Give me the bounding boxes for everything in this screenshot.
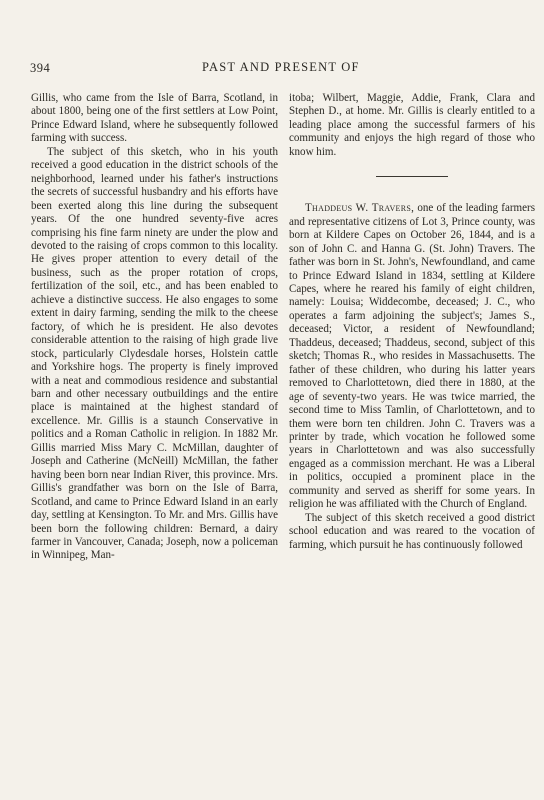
right-paragraph-2 — [289, 202, 535, 511]
page-number: 394 — [30, 61, 51, 75]
running-title: PAST AND PRESENT OF — [202, 60, 360, 74]
section-divider — [376, 176, 448, 177]
right-paragraph-3: The subject of this sketch received a good district school education and was reared to the vocation of farming, which pursuit he has continuously followed — [289, 511, 535, 551]
left-paragraph-1: Gillis, who came from the Isle of Barra, Scotland, in about 1800, being one of the first settlers at Low Point, Prince Edward Island, where he subsequently followed farming with success. — [31, 92, 278, 145]
subject-name: Thaddeus W. Travers, — [305, 202, 415, 215]
right-column — [289, 92, 535, 552]
left-paragraph-2: The subject of this sketch, who in his youth received a good education in the district schools of the neighborhood, learned under his father's instructions the secrets of successful husbandry and his efforts have been exerted along this line during the subsequent years. Of the one hundred seventy-five acres comprising his fine farm ninety are under the plow and devoted to the raising of crops common to this locality. He gives proper attention to every detail of the business, such as the proper rotation of crops, fertilization of the soil, etc., and has been enabled to achieve a distinctive success. He also engages to some extent in dairy farming, sending the milk to the cheese factory, of which he is president. He also devotes considerable attention to the raising of high grade live stock, particularly Clydesdale horses, Holstein cattle and Yorkshire hogs. The property is finely improved with a neat and commodious residence and substantial barn and other necessary outbuildings and the entire place is maintained at the highest standard of excellence. Mr. Gillis is a staunch Conservative in politics and a Roman Catholic in religion. In 1882 Mr. Gillis married Miss Mary C. McMillan, daughter of Joseph and Catherine (McNeill) McMillan, the father having been born near Indian River, this province. Mrs. Gillis's grandfather was born on the Isle of Barra, Scotland, and came to Prince Edward Island in an early day, settling at Kensington. To Mr. and Mrs. Gillis have been born the following children: Bernard, a dairy farmer in Vancouver, Canada; Joseph, now a policeman in Winnipeg, Man- — [31, 145, 278, 562]
left-column — [31, 92, 278, 563]
right-paragraph-1: itoba; Wilbert, Maggie, Addie, Frank, Clara and Stephen D., at home. Mr. Gillis is clearly entitled to a leading place among the successful farmers of his community and enjoys the high regard of those who know him. — [289, 92, 535, 158]
right-paragraph-2-text: one of the leading farmers and representative citizens of Lot 3, Prince county, was born at Kildere Capes on October 26, 1844, and is a son of John C. and Hanna G. (St. John) Travers. The father was born in St. John's, Newfoundland, and came to Prince Edward Island in 1834, settling at Kildere Capes, where he reared his family of eight children, namely: Louisa; Widdecombe, deceased; J. C., who operates a farm adjoining the subject's; James S., deceased; Victor, a resident of Newfoundland; Thaddeus, deceased; Thaddeus, second, subject of this sketch; Thomas R., who resides in Massachusetts. The father of these children, who during his latter years removed to Charlottetown, died there in 1880, at the age of seventy-two years. He was twice married, the second time to Miss Tamlin, of Charlottetown, and to them were born ten children. John C. Travers was a printer by trade, which vocation he followed some years in Charlottetown and was also successfully engaged as a commission merchant. He was a Liberal in politics, occupied a prominent place in the community and served as sheriff for some years. In religion he was affiliated with the Church of England. — [289, 202, 535, 511]
